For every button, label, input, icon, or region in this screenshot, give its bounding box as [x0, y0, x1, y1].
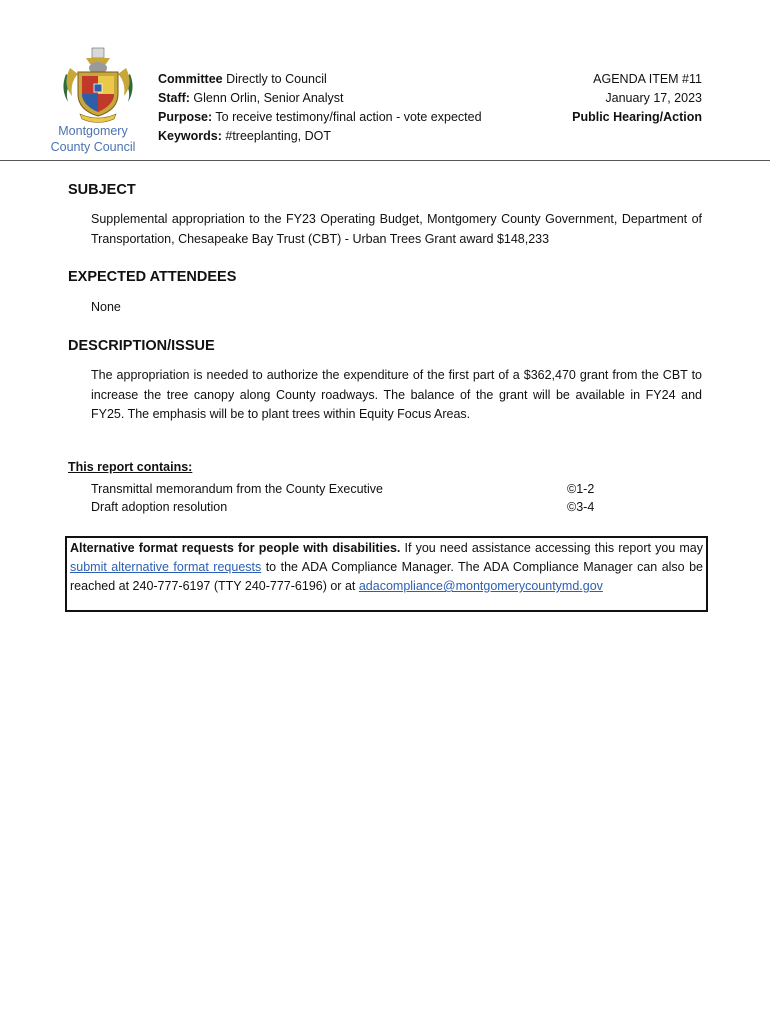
ada-notice-box: [65, 536, 708, 612]
agenda-item-number: AGENDA ITEM #11: [593, 72, 702, 86]
report-item-label: Transmittal memorandum from the County Executive: [91, 482, 384, 496]
keywords-label: Keywords:: [158, 129, 222, 143]
report-item-page-ref: ©1-2: [567, 482, 595, 496]
purpose-label: Purpose:: [158, 110, 213, 124]
keywords-line: [158, 127, 482, 146]
staff-value: Glenn Orlin, Senior Analyst: [189, 91, 344, 105]
logo-text-line2: County Council: [50, 140, 136, 154]
header-divider: [0, 160, 770, 161]
committee-label: Committee: [158, 72, 223, 86]
ada-notice-text-continued: to the ADA Compliance Manager. The ADA Compliance Manager can also be reached at 240-777-6197 (TTY 240-777-6196) or at: [70, 560, 703, 593]
agenda-date: January 17, 2023: [605, 91, 702, 105]
ada-email-link[interactable]: adacompliance@montgomerycountymd.gov: [358, 579, 603, 593]
purpose-line: [158, 108, 482, 127]
county-seal-logo: [56, 44, 140, 124]
logo-text-line1: Montgomery: [58, 124, 128, 138]
council-logo-text: [38, 123, 148, 155]
report-item: [91, 480, 611, 498]
report-item-page-ref: ©3-4: [567, 500, 595, 514]
report-item-label: Draft adoption resolution: [91, 500, 228, 514]
agenda-info: [572, 70, 702, 127]
keywords-value: #treeplanting, DOT: [221, 129, 331, 143]
agenda-action-type: Public Hearing/Action: [572, 110, 702, 124]
purpose-value: To receive testimony/final action - vote expected: [212, 110, 482, 124]
subject-heading: SUBJECT: [68, 182, 136, 198]
report-item: [91, 498, 611, 516]
memo-header-details: [158, 70, 482, 146]
attendees-heading: EXPECTED ATTENDEES: [68, 269, 237, 285]
ada-notice-text: If you need assistance accessing this report you may: [400, 541, 703, 555]
subject-text: Supplemental appropriation to the FY23 Operating Budget, Montgomery County Government, Department of Transportation, Chesapeake Bay Trust (CBT) - Urban Trees Grant award $148,233: [91, 212, 702, 246]
committee-value: Directly to Council: [222, 72, 327, 86]
description-heading: DESCRIPTION/ISSUE: [68, 338, 215, 354]
staff-line: [158, 89, 482, 108]
staff-label: Staff:: [158, 91, 190, 105]
description-text: The appropriation is needed to authorize the expenditure of the first part of a $362,470 grant from the CBT to increase the tree canopy along County roadways. The balance of the grant will be available in FY24 and FY25. The emphasis will be to plant trees within Equity Focus Areas.: [91, 368, 702, 421]
ada-notice-heading: Alternative format requests for people with disabilities.: [70, 541, 401, 555]
report-contents-title: This report contains:: [68, 460, 193, 474]
committee-line: [158, 70, 482, 89]
alternative-format-request-link[interactable]: submit alternative format requests: [70, 560, 262, 574]
attendees-text: None: [91, 300, 121, 314]
